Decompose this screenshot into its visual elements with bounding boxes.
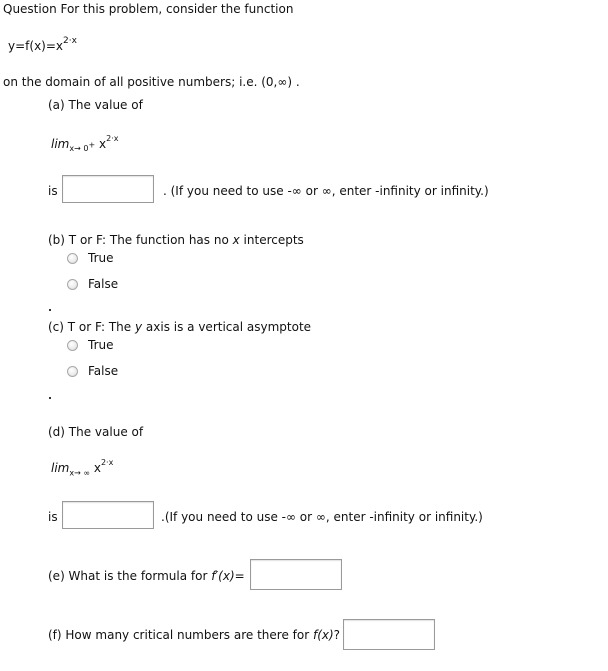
- part-b-false-label[interactable]: False: [88, 277, 119, 291]
- expr-exponent: 2·x: [100, 458, 114, 467]
- lim-subscript: x→ 0: [69, 144, 89, 154]
- lim-text: lim: [51, 137, 70, 151]
- function-definition: [8, 38, 77, 53]
- domain-text: on the domain of all positive numbers; i.e. (0,∞) .: [3, 75, 300, 89]
- part-f-label-func: f(x): [312, 628, 334, 642]
- lim-subscript-plus: +: [88, 140, 96, 150]
- part-f-label-prefix: (f) How many critical numbers are there for: [48, 628, 313, 642]
- part-c-false-label[interactable]: False: [88, 364, 119, 378]
- part-a-label: (a) The value of: [48, 98, 143, 112]
- limit-expression: [93, 458, 114, 475]
- part-e-label-prefix: (e) What is the formula for: [48, 569, 212, 583]
- part-a-answer-input[interactable]: [62, 175, 154, 203]
- part-c-true-label[interactable]: True: [88, 338, 114, 352]
- part-d-limit: [51, 460, 113, 477]
- limit-expression: [98, 134, 119, 151]
- expr-base: x: [93, 461, 101, 475]
- part-d-answer-input[interactable]: [62, 501, 154, 529]
- lim-subscript: x→ ∞: [69, 468, 91, 478]
- part-a-limit: [51, 136, 118, 153]
- part-e-label-suffix: =: [234, 569, 245, 583]
- part-b-true-radio[interactable]: [67, 253, 78, 264]
- separator-dot: [49, 397, 51, 399]
- question-intro: Question For this problem, consider the function: [3, 2, 294, 16]
- part-d-label: (d) The value of: [48, 425, 144, 439]
- part-e-label-func: f′(x): [211, 569, 235, 583]
- function-lhs: y=f(x)=x: [8, 39, 64, 53]
- part-c-label-prefix: (c) T or F: The: [48, 320, 135, 334]
- part-b-label-prefix: (b) T or F: The function has no: [48, 233, 233, 247]
- part-c-label-suffix: axis is a vertical asymptote: [142, 320, 312, 334]
- function-exponent: 2·x: [63, 36, 77, 46]
- part-e-answer-input[interactable]: [250, 559, 342, 590]
- lim-text: lim: [51, 461, 70, 475]
- part-d-is-label: is: [48, 510, 58, 524]
- separator-dot: [49, 309, 51, 311]
- part-c-false-radio[interactable]: [67, 366, 78, 377]
- part-a-is-label: is: [48, 184, 58, 198]
- part-f-answer-input[interactable]: [343, 619, 435, 650]
- part-f-label-suffix: ?: [333, 628, 341, 642]
- part-b-false-radio[interactable]: [67, 279, 78, 290]
- part-c-label: [48, 320, 311, 334]
- part-c-label-var: y: [134, 320, 143, 334]
- part-b-label-suffix: intercepts: [239, 233, 304, 247]
- expr-exponent: 2·x: [106, 134, 119, 143]
- expr-base: x: [98, 137, 107, 151]
- part-c-true-radio[interactable]: [67, 340, 78, 351]
- part-a-hint: . (If you need to use -∞ or ∞, enter -infinity or infinity.): [163, 184, 489, 198]
- part-e-label: [48, 569, 245, 583]
- part-f-label: [48, 628, 340, 642]
- part-d-hint: .(If you need to use -∞ or ∞, enter -infinity or infinity.): [161, 510, 483, 524]
- part-b-true-label[interactable]: True: [88, 251, 114, 265]
- part-b-label: [48, 233, 304, 247]
- part-b-label-var: x: [232, 233, 240, 247]
